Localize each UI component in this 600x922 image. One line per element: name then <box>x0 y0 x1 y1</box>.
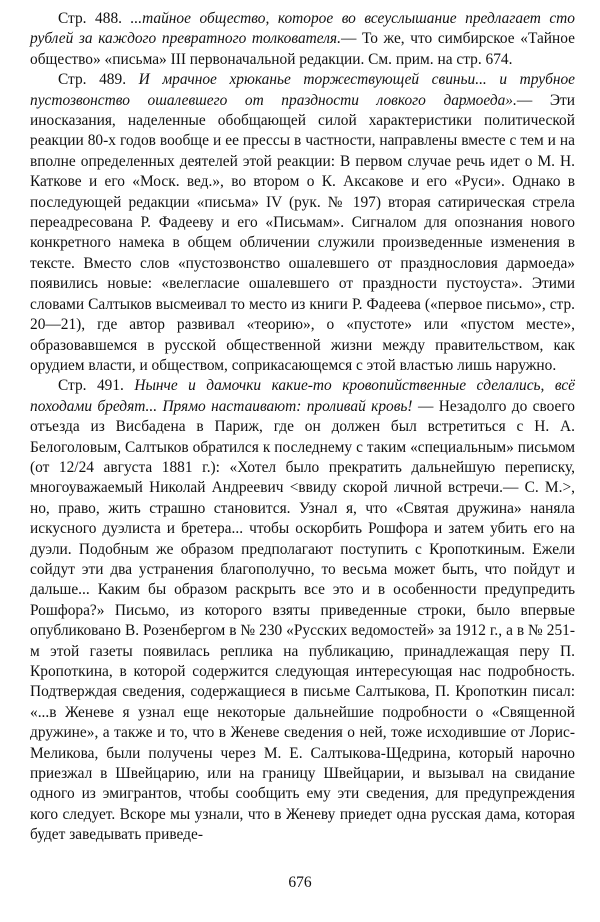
quoted-text: Нынче и дамочки какие-то кровопийственные сделались, всё походами бредят... Прямо настаивают: проливай кровь! <box>30 377 575 415</box>
page-number: 676 <box>288 874 312 891</box>
note-page-489 <box>30 70 575 376</box>
commentary-text: — Эти иносказания, наделенные обобщающей силой характеристики политической реакции 80-х годов вообще и ее прессы в частности, направлены вместе с тем и на вполне определенных деятелей этой реакции: В первом случае речь идет о М. Н. Каткове и его «Моск. вед.», во втором о К. Аксакове и его «Руси». Однако в последующей редакции «письма» IV (рук. № 197) вторая сатирическая стрела переадресована Р. Фадееву и его «Письмам». Сигналом для опознания нового конкретного намека в общем обличении служили произведенные изменения в тексте. Вместо слов «пустозвонство ошалевшего от празднословия дармоеда» появились новые: «велегласие ошалевшего от праздности пустоуста». Этими словами Салтыков высмеивал то место из книги Р. Фадеева («первое письмо», стр. 20—21), где автор развивал «теорию», о «пустоте» или «пустом месте», образовавшемся в русской общественной жизни между правительством, как орудием власти, и обществом, соприкасающемся с этой властью лишь наружно. <box>30 91 575 374</box>
page-reference: Стр. 488. <box>58 10 122 27</box>
page-reference: Стр. 489. <box>58 71 127 89</box>
commentary-text: — То же, что симбирское «Тайное общество» «письма» III первоначальной редакции. См. прим. на стр. 674. <box>30 30 575 68</box>
document-page <box>30 9 575 846</box>
page-reference: Стр. 491. <box>58 377 124 395</box>
commentary-text: — Незадолго до своего отъезда из Висбадена в Париж, где он должен был встретиться с Н. А. Белоголовым, Салтыков обратился к последнему с таким «специальным» письмом (от 12/24 августа 1881 г.): «Хотел было прекратить дальнейшую переписку, многоуважаемый Николай Андреевич <ввиду скорой личной встречи.— С. М.>, но, право, жить страшно становится. Узнал я, что «Святая дружина» наняла искусного дуэлиста и бретера... чтобы оскорбить Рошфора и затем убить его на дуэли. Подобным же образом предполагают поступить с Кропоткиным. Ежели сойдут эти два устранения благополучно, то весьма может быть, что пойдут и дальше... Каким бы образом раскрыть все это и в особенности предупредить Рошфора?» Письмо, из которого взяты приведенные строки, было впервые опубликовано В. Розенбергом в № 230 «Русских ведомостей» за 1912 г., а в № 251-м этой газеты появилась реплика на публикацию, принадлежащая перу П. Кропоткина, в которой содержится следующая интересующая нас подробность. Подтверждая сведения, содержащиеся в письме Салтыкова, П. Кропоткин писал: «...в Женеве я узнал еще некоторые дальнейшие подробности о «Священной дружине», а также и то, что в Женеве сведения о ней, тоже исходившие от Лорис-Меликова, были получены через М. Е. Салтыкова-Щедрина, который нарочно приезжал в Швейцарию, или на границу Швейцарии, и вызывал на свидание одного из эмигрантов, чтобы сообщить ему эти сведения, для предупреждения кого следует. Вскоре мы узнали, что в Женеву приедет одна русская дама, которая будет заведывать приведе- <box>30 397 575 844</box>
quoted-text: ...тайное общество, которое во всеуслышание предлагает сто рублей за каждого превратного толкователя. <box>30 10 575 48</box>
note-page-491 <box>30 376 575 845</box>
quoted-text: И мрачное хрюканье торжествующей свиньи... и трубное пустозвонство ошалевшего от праздности ловкого дармоеда». <box>30 71 575 109</box>
note-page-488 <box>30 9 575 70</box>
